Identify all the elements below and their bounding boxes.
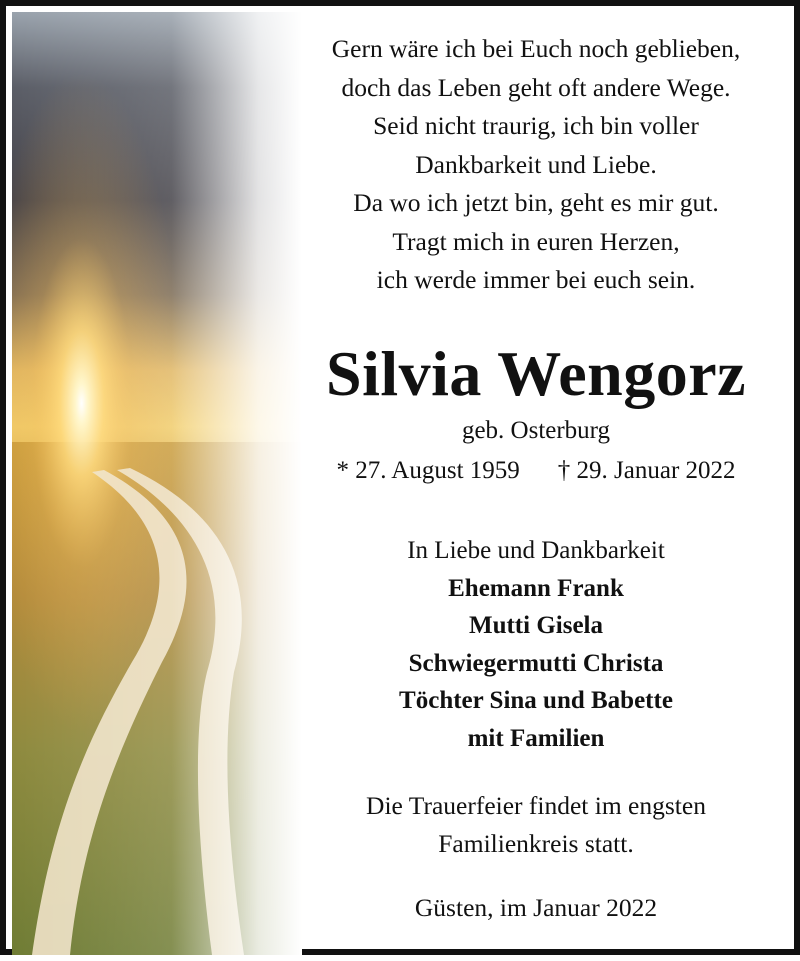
funeral-notice	[276, 787, 796, 862]
mourner: Ehemann Frank	[448, 574, 624, 602]
mourners	[276, 532, 796, 757]
notice-line: Familienkreis statt.	[438, 828, 634, 858]
poem-line: ich werde immer bei euch sein.	[376, 265, 696, 294]
mourner: Töchter Sina und Babette	[399, 687, 673, 714]
life-dates	[276, 454, 796, 488]
sunset-path-photo	[12, 12, 302, 955]
mourner: Schwiegermutti Christa	[408, 649, 664, 677]
mourner: mit Familien	[467, 724, 605, 752]
mourner: Mutti Gisela	[468, 612, 603, 639]
birth-date: * 27. August 1959	[336, 457, 520, 484]
obituary-text	[276, 6, 796, 961]
deceased-name: Silvia Wengorz	[325, 338, 747, 409]
death-date: † 29. Januar 2022	[557, 457, 736, 484]
place-date: Güsten, im Januar 2022	[414, 893, 658, 922]
poem-line: Seid nicht traurig, ich bin voller	[373, 111, 699, 140]
birth-name: geb. Osterburg	[461, 417, 611, 444]
poem	[276, 30, 796, 300]
mourners-intro: In Liebe und Dankbarkeit	[407, 537, 665, 564]
poem-line: Da wo ich jetzt bin, geht es mir gut.	[353, 188, 719, 217]
poem-line: Dankbarkeit und Liebe.	[415, 149, 657, 179]
poem-line: Gern wäre ich bei Euch noch geblieben,	[331, 34, 741, 63]
poem-line: doch das Leben geht oft andere Wege.	[341, 72, 731, 102]
poem-line: Tragt mich in euren Herzen,	[392, 226, 680, 256]
notice-line: Die Trauerfeier findet im engsten	[366, 791, 706, 820]
